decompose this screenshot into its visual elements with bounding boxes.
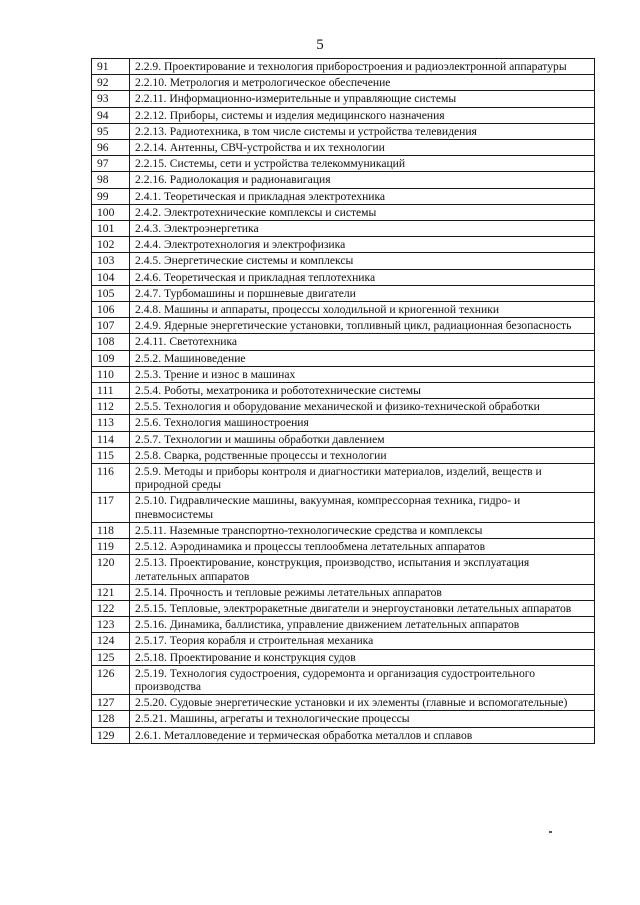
specialty-name-cell: 2.4.2. Электротехнические комплексы и системы xyxy=(130,204,595,220)
table-row xyxy=(92,727,595,743)
table-row xyxy=(92,600,595,616)
row-number-cell: 117 xyxy=(92,493,130,522)
row-number-cell: 129 xyxy=(92,727,130,743)
specialties-table xyxy=(91,58,595,744)
specialty-name-cell: 2.5.15. Тепловые, электроракетные двигатели и энергоустановки летательных аппаратов xyxy=(130,600,595,616)
table-row xyxy=(92,695,595,711)
specialty-name-cell: 2.4.11. Светотехника xyxy=(130,334,595,350)
specialty-name-cell: 2.5.4. Роботы, мехатроника и робототехнические системы xyxy=(130,383,595,399)
row-number-cell: 112 xyxy=(92,399,130,415)
table-row xyxy=(92,269,595,285)
specialty-name-cell: 2.5.12. Аэродинамика и процессы теплообмена летательных аппаратов xyxy=(130,539,595,555)
specialty-name-cell: 2.4.1. Теоретическая и прикладная электротехника xyxy=(130,188,595,204)
table-row xyxy=(92,318,595,334)
table-row xyxy=(92,350,595,366)
row-number-cell: 123 xyxy=(92,617,130,633)
specialty-name-cell: 2.2.11. Информационно-измерительные и управляющие системы xyxy=(130,91,595,107)
table-row xyxy=(92,156,595,172)
row-number-cell: 91 xyxy=(92,59,130,75)
row-number-cell: 109 xyxy=(92,350,130,366)
row-number-cell: 128 xyxy=(92,711,130,727)
row-number-cell: 94 xyxy=(92,107,130,123)
specialty-name-cell: 2.5.16. Динамика, баллистика, управление движением летательных аппаратов xyxy=(130,617,595,633)
specialty-name-cell: 2.5.20. Судовые энергетические установки и их элементы (главные и вспомогательные) xyxy=(130,695,595,711)
row-number-cell: 120 xyxy=(92,555,130,584)
table-row xyxy=(92,91,595,107)
specialty-name-cell: 2.5.3. Трение и износ в машинах xyxy=(130,366,595,382)
row-number-cell: 107 xyxy=(92,318,130,334)
table-row xyxy=(92,431,595,447)
table-row xyxy=(92,172,595,188)
specialty-name-cell: 2.5.13. Проектирование, конструкция, производство, испытания и эксплуатация летательных аппаратов xyxy=(130,555,595,584)
specialty-name-cell: 2.2.15. Системы, сети и устройства телекоммуникаций xyxy=(130,156,595,172)
specialty-name-cell: 2.5.19. Технология судостроения, судоремонта и организация судостроительного производства xyxy=(130,665,595,694)
row-number-cell: 92 xyxy=(92,75,130,91)
table-row xyxy=(92,204,595,220)
specialty-name-cell: 2.4.6. Теоретическая и прикладная теплотехника xyxy=(130,269,595,285)
table-row xyxy=(92,555,595,584)
table-row xyxy=(92,107,595,123)
table-row xyxy=(92,383,595,399)
row-number-cell: 104 xyxy=(92,269,130,285)
table-row xyxy=(92,617,595,633)
table-row xyxy=(92,140,595,156)
table-row xyxy=(92,221,595,237)
row-number-cell: 95 xyxy=(92,123,130,139)
table-row xyxy=(92,399,595,415)
table-row xyxy=(92,415,595,431)
specialty-name-cell: 2.4.4. Электротехнология и электрофизика xyxy=(130,237,595,253)
specialty-name-cell: 2.5.8. Сварка, родственные процессы и технологии xyxy=(130,447,595,463)
specialty-name-cell: 2.2.12. Приборы, системы и изделия медицинского назначения xyxy=(130,107,595,123)
table-row xyxy=(92,188,595,204)
specialty-name-cell: 2.4.3. Электроэнергетика xyxy=(130,221,595,237)
row-number-cell: 113 xyxy=(92,415,130,431)
row-number-cell: 127 xyxy=(92,695,130,711)
row-number-cell: 121 xyxy=(92,584,130,600)
row-number-cell: 101 xyxy=(92,221,130,237)
row-number-cell: 116 xyxy=(92,464,130,493)
table-row xyxy=(92,522,595,538)
specialty-name-cell: 2.5.7. Технологии и машины обработки давлением xyxy=(130,431,595,447)
row-number-cell: 106 xyxy=(92,302,130,318)
specialty-name-cell: 2.5.10. Гидравлические машины, вакуумная, компрессорная техника, гидро- и пневмосистемы xyxy=(130,493,595,522)
table-row xyxy=(92,75,595,91)
table-row xyxy=(92,447,595,463)
table-row xyxy=(92,334,595,350)
row-number-cell: 110 xyxy=(92,366,130,382)
specialties-table-body xyxy=(92,59,595,744)
table-row xyxy=(92,711,595,727)
row-number-cell: 102 xyxy=(92,237,130,253)
specialty-name-cell: 2.4.9. Ядерные энергетические установки, топливный цикл, радиационная безопасность xyxy=(130,318,595,334)
specialty-name-cell: 2.2.14. Антенны, СВЧ-устройства и их технологии xyxy=(130,140,595,156)
table-row xyxy=(92,123,595,139)
specialty-name-cell: 2.2.10. Метрология и метрологическое обеспечение xyxy=(130,75,595,91)
table-row xyxy=(92,302,595,318)
table-row xyxy=(92,665,595,694)
table-row xyxy=(92,649,595,665)
scan-dot-mark xyxy=(549,831,552,833)
page-number: 5 xyxy=(316,37,324,53)
specialty-name-cell: 2.5.14. Прочность и тепловые режимы летательных аппаратов xyxy=(130,584,595,600)
specialty-name-cell: 2.2.16. Радиолокация и радионавигация xyxy=(130,172,595,188)
specialty-name-cell: 2.4.7. Турбомашины и поршневые двигатели xyxy=(130,285,595,301)
specialty-name-cell: 2.5.21. Машины, агрегаты и технологические процессы xyxy=(130,711,595,727)
table-row xyxy=(92,493,595,522)
row-number-cell: 118 xyxy=(92,522,130,538)
row-number-cell: 93 xyxy=(92,91,130,107)
specialty-name-cell: 2.5.9. Методы и приборы контроля и диагностики материалов, изделий, веществ и природной среды xyxy=(130,464,595,493)
table-row xyxy=(92,633,595,649)
row-number-cell: 105 xyxy=(92,285,130,301)
specialty-name-cell: 2.2.9. Проектирование и технология приборостроения и радиоэлектронной аппаратуры xyxy=(130,59,595,75)
table-row xyxy=(92,584,595,600)
row-number-cell: 98 xyxy=(92,172,130,188)
table-row xyxy=(92,59,595,75)
table-row xyxy=(92,285,595,301)
row-number-cell: 100 xyxy=(92,204,130,220)
specialty-name-cell: 2.4.5. Энергетические системы и комплексы xyxy=(130,253,595,269)
specialty-name-cell: 2.5.2. Машиноведение xyxy=(130,350,595,366)
row-number-cell: 114 xyxy=(92,431,130,447)
row-number-cell: 119 xyxy=(92,539,130,555)
table-row xyxy=(92,464,595,493)
row-number-cell: 103 xyxy=(92,253,130,269)
row-number-cell: 108 xyxy=(92,334,130,350)
specialty-name-cell: 2.4.8. Машины и аппараты, процессы холодильной и криогенной техники xyxy=(130,302,595,318)
specialty-name-cell: 2.5.6. Технология машиностроения xyxy=(130,415,595,431)
row-number-cell: 124 xyxy=(92,633,130,649)
specialty-name-cell: 2.5.17. Теория корабля и строительная механика xyxy=(130,633,595,649)
table-row xyxy=(92,253,595,269)
specialty-name-cell: 2.6.1. Металловедение и термическая обработка металлов и сплавов xyxy=(130,727,595,743)
table-row xyxy=(92,539,595,555)
row-number-cell: 126 xyxy=(92,665,130,694)
row-number-cell: 125 xyxy=(92,649,130,665)
row-number-cell: 115 xyxy=(92,447,130,463)
row-number-cell: 97 xyxy=(92,156,130,172)
table-row xyxy=(92,366,595,382)
row-number-cell: 96 xyxy=(92,140,130,156)
row-number-cell: 99 xyxy=(92,188,130,204)
specialty-name-cell: 2.5.11. Наземные транспортно-технологические средства и комплексы xyxy=(130,522,595,538)
specialty-name-cell: 2.5.18. Проектирование и конструкция судов xyxy=(130,649,595,665)
specialty-name-cell: 2.2.13. Радиотехника, в том числе системы и устройства телевидения xyxy=(130,123,595,139)
row-number-cell: 111 xyxy=(92,383,130,399)
table-row xyxy=(92,237,595,253)
row-number-cell: 122 xyxy=(92,600,130,616)
specialty-name-cell: 2.5.5. Технология и оборудование механической и физико-технической обработки xyxy=(130,399,595,415)
